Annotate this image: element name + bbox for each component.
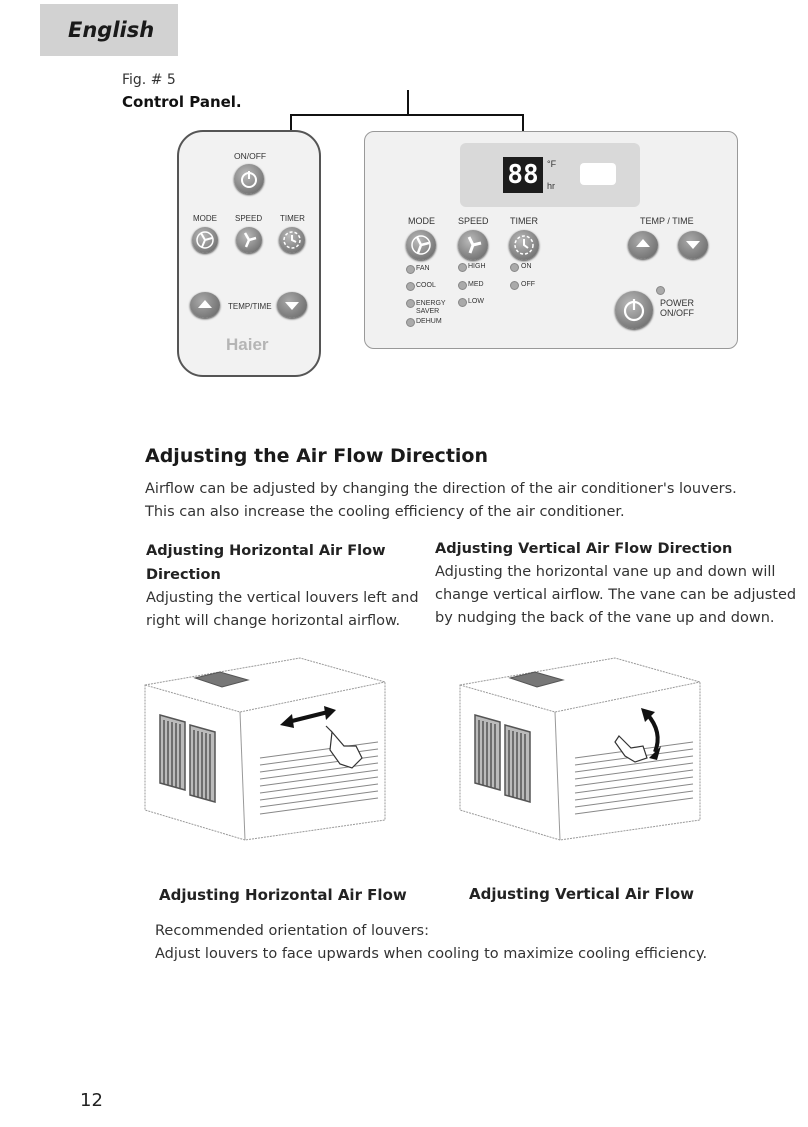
led-label-low: LOW	[468, 298, 484, 305]
remote-mode-label: MODE	[193, 214, 217, 223]
led-label-timer-off: OFF	[521, 281, 535, 288]
recommendation-line-2: Adjust louvers to face upwards when cooling to maximize cooling efficiency.	[155, 946, 708, 962]
timer-icon	[509, 230, 539, 260]
led-low	[458, 298, 467, 307]
arrow-down-icon	[285, 302, 299, 310]
hand-icon	[615, 736, 647, 762]
horizontal-airflow-illustration	[140, 650, 400, 850]
vertical-body-line-3: by nudging the back of the vane up and down.	[435, 610, 775, 626]
led-timer-off	[510, 281, 519, 290]
intro-line-1: Airflow can be adjusted by changing the direction of the air conditioner's louvers.	[145, 481, 737, 497]
remote-mode-button[interactable]	[192, 227, 218, 253]
led-cool	[406, 282, 415, 291]
horizontal-heading-line-2: Direction	[146, 567, 221, 583]
vertical-caption: Adjusting Vertical Air Flow	[469, 885, 695, 903]
panel-temp-time-label: TEMP / TIME	[640, 216, 694, 226]
recommendation-line-1: Recommended orientation of louvers:	[155, 923, 429, 939]
led-power	[656, 286, 665, 295]
led-timer-on	[510, 263, 519, 272]
led-dehum	[406, 318, 415, 327]
remote-speed-button[interactable]	[236, 227, 262, 253]
language-label: English	[68, 18, 155, 42]
figure-label: Fig. # 5	[122, 72, 176, 88]
led-label-high: HIGH	[468, 263, 486, 270]
led-med	[458, 281, 467, 290]
panel-timer-label: TIMER	[510, 216, 538, 226]
horizontal-caption: Adjusting Horizontal Air Flow	[159, 886, 407, 904]
panel-mode-button[interactable]	[406, 230, 436, 260]
power-label-1: POWER	[660, 298, 695, 308]
horizontal-body-line-2: right will change horizontal airflow.	[146, 613, 401, 629]
intro-line-2: This can also increase the cooling efficiency of the air conditioner.	[145, 504, 625, 520]
panel-temp-down-button[interactable]	[678, 231, 708, 259]
led-label-energy-saver: ENERGY SAVER	[416, 300, 446, 315]
panel-speed-button[interactable]	[458, 230, 488, 260]
timer-icon	[279, 227, 305, 253]
remote-power-button[interactable]	[234, 164, 264, 194]
led-label-fan: FAN	[416, 265, 430, 272]
led-energy-saver	[406, 299, 415, 308]
fan-icon	[236, 227, 262, 253]
page-number: 12	[80, 1090, 103, 1111]
remote-timer-label: TIMER	[280, 214, 305, 223]
arrow-up-icon	[636, 239, 650, 247]
hand-icon	[326, 726, 362, 768]
power-icon	[615, 291, 653, 329]
unit-hour: hr	[547, 181, 556, 191]
panel-temp-up-button[interactable]	[628, 231, 658, 259]
horizontal-arrow-icon	[280, 706, 336, 728]
led-high	[458, 263, 467, 272]
power-label-2: ON/OFF	[660, 308, 694, 318]
vertical-body-line-2: change vertical airflow. The vane can be adjusted	[435, 587, 797, 603]
fan-icon	[192, 227, 218, 253]
panel-power-button[interactable]	[615, 291, 653, 329]
led-label-med: MED	[468, 281, 484, 288]
digit-display: 88	[503, 157, 543, 193]
panel-speed-label: SPEED	[458, 216, 489, 226]
power-icon	[234, 164, 264, 194]
vertical-body-line-1: Adjusting the horizontal vane up and down will	[435, 564, 776, 580]
remote-temp-up-button[interactable]	[190, 292, 220, 318]
led-label-timer-on: ON	[521, 263, 532, 270]
section-heading: Adjusting the Air Flow Direction	[145, 445, 488, 467]
remote-temp-down-button[interactable]	[277, 292, 307, 318]
remote-brand-logo: Haier	[226, 335, 269, 354]
panel-mode-label: MODE	[408, 216, 435, 226]
horizontal-heading-line-1: Adjusting Horizontal Air Flow	[146, 543, 386, 559]
unit-fahrenheit: °F	[547, 159, 557, 169]
led-label-cool: COOL	[416, 282, 436, 289]
panel-timer-button[interactable]	[509, 230, 539, 260]
arrow-down-icon	[686, 241, 700, 249]
remote-temp-time-label: TEMP/TIME	[228, 302, 272, 311]
vertical-airflow-illustration	[455, 650, 715, 850]
fan-icon	[458, 230, 488, 260]
led-label-dehum: DEHUM	[416, 318, 442, 325]
remote-speed-label: SPEED	[235, 214, 263, 223]
horizontal-body-line-1: Adjusting the vertical louvers left and	[146, 590, 419, 606]
indicator-window	[580, 163, 616, 185]
led-fan	[406, 265, 415, 274]
vertical-heading: Adjusting Vertical Air Flow Direction	[435, 541, 733, 557]
fan-icon	[406, 230, 436, 260]
remote-timer-button[interactable]	[279, 227, 305, 253]
figure-title: Control Panel.	[122, 93, 242, 111]
arrow-up-icon	[198, 300, 212, 308]
remote-onoff-label: ON/OFF	[234, 151, 267, 161]
